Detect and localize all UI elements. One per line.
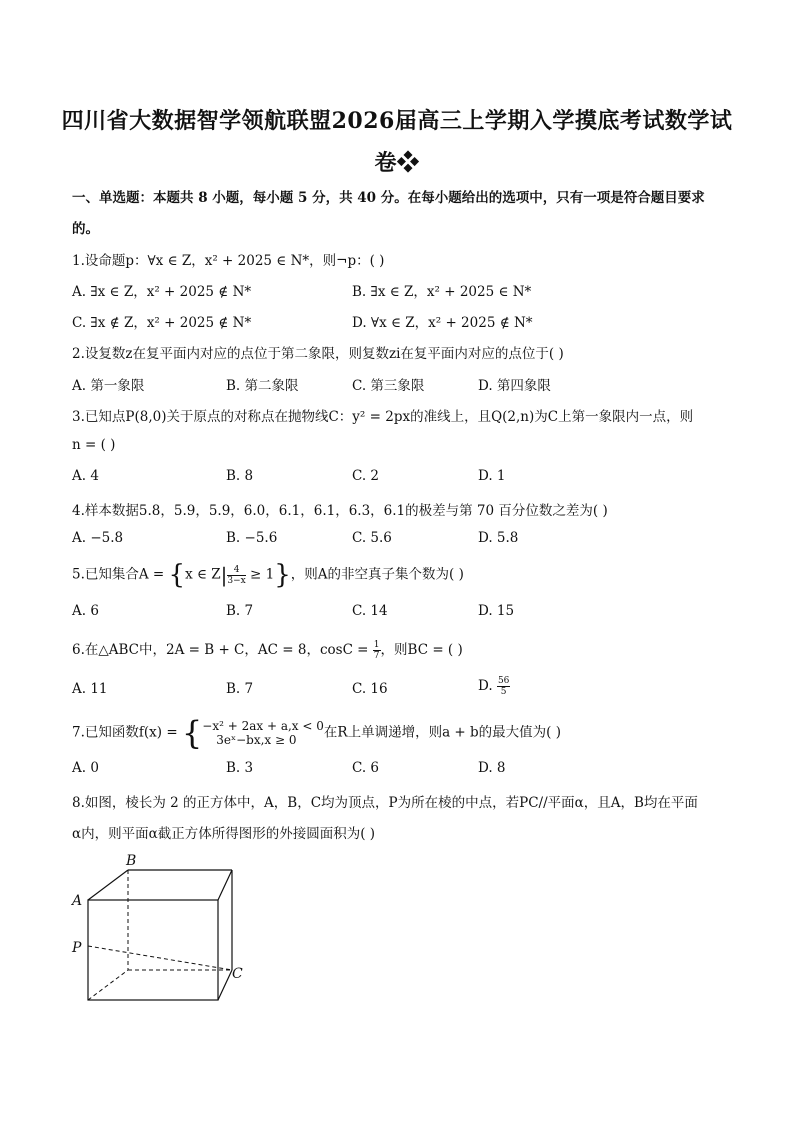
question-6-option-d-fraction — [497, 676, 510, 697]
question-6-option-d-label: D. — [478, 678, 497, 694]
question-2-stem: 2.设复数z在复平面内对应的点位于第二象限，则复数zi在复平面内对应的点位于( ) — [72, 346, 564, 362]
question-4-option-a: A. −5.8 — [72, 530, 124, 546]
question-5-stem-prefix: 5.已知集合A = — [72, 566, 169, 583]
question-5-fraction — [227, 565, 245, 586]
question-7-piece-2: 3eˣ−bx,x ≥ 0 — [216, 733, 297, 747]
question-6-option-a: A. 11 — [72, 681, 108, 697]
question-2-option-b: B. 第二象限 — [226, 378, 299, 394]
question-3-option-d: D. 1 — [478, 468, 506, 484]
question-1-stem: 1.设命题p：∀x ∈ Z，x² + 2025 ∈ N*，则¬p：( ) — [72, 253, 385, 269]
question-3-option-c: C. 2 — [352, 468, 380, 484]
question-3-stem-line2: n = ( ) — [72, 437, 116, 453]
question-6-fraction — [373, 640, 381, 661]
question-5-option-c: C. 14 — [352, 603, 388, 619]
question-7-stem — [72, 714, 561, 752]
left-brace-icon: { — [168, 560, 186, 590]
question-5-fraction-numerator: 4 — [227, 565, 245, 576]
question-6-stem — [72, 638, 463, 661]
section-instruction-line1: 一、单选题：本题共 8 小题，每小题 5 分，共 40 分。在每小题给出的选项中，只有一项是符合题目要求 — [72, 190, 705, 206]
label-c: C — [232, 966, 243, 982]
question-5-stem-suffix: ，则A的非空真子集个数为( ) — [290, 566, 464, 583]
section-instruction-line2: 的。 — [72, 221, 99, 237]
right-brace-icon: } — [274, 560, 291, 590]
question-8-stem-line2: α内，则平面α截正方体所得图形的外接圆面积为( ) — [72, 826, 376, 842]
question-6-option-d-numerator: 56 — [497, 676, 510, 686]
label-a: A — [72, 893, 83, 909]
question-3-option-a: A. 4 — [72, 468, 99, 484]
question-7-option-d: D. 8 — [478, 760, 506, 776]
question-1-option-c: C. ∃x ∉ Z，x² + 2025 ∉ N* — [72, 315, 252, 331]
question-7-piecewise — [202, 719, 324, 747]
question-1-option-a: A. ∃x ∈ Z，x² + 2025 ∉ N* — [72, 284, 252, 300]
question-1-option-d: D. ∀x ∈ Z，x² + 2025 ∉ N* — [352, 315, 533, 331]
question-4-option-d: D. 5.8 — [478, 530, 519, 546]
question-7-option-c: C. 6 — [352, 760, 380, 776]
question-6-option-d-denominator: 5 — [500, 687, 507, 697]
cube-figure — [68, 852, 258, 1012]
question-6-option-d — [478, 676, 510, 697]
question-2-option-a: A. 第一象限 — [72, 378, 145, 394]
question-5-option-a: A. 6 — [72, 603, 99, 619]
question-2-option-d: D. 第四象限 — [478, 378, 551, 394]
label-b: B — [126, 853, 137, 869]
question-5-option-b: B. 7 — [226, 603, 254, 619]
question-5-option-d: D. 15 — [478, 603, 515, 619]
question-6-fraction-numerator: 1 — [373, 640, 380, 650]
question-6-fraction-denominator: 7 — [373, 651, 380, 661]
question-7-stem-suffix: 在R上单调递增，则a + b的最大值为( ) — [323, 724, 561, 741]
segment-pc — [88, 946, 232, 970]
question-7-stem-prefix: 7.已知函数f(x) = — [72, 724, 182, 741]
question-4-stem: 4.样本数据5.8，5.9，5.9，6.0，6.1，6.1，6.3，6.1的极差与第 70 百分位数之差为( ) — [72, 503, 608, 519]
question-2-option-c: C. 第三象限 — [352, 378, 425, 394]
question-8-stem-line1: 8.如图，棱长为 2 的正方体中，A，B，C均为顶点，P为所在棱的中点，若PC//平面α，且A，B均在平面 — [72, 795, 698, 811]
piecewise-brace-icon: { — [181, 714, 203, 752]
question-6-stem-suffix: ，则BC = ( ) — [380, 642, 463, 658]
cube-edge-bottom-right — [218, 970, 232, 1000]
question-6-option-c: C. 16 — [352, 681, 388, 697]
question-6-option-b: B. 7 — [226, 681, 254, 697]
cube-hidden-edge-left — [88, 970, 128, 1000]
question-4-option-b: B. −5.6 — [226, 530, 278, 546]
question-6-stem-prefix: 6.在△ABC中，2A = B + C，AC = 8，cosC = — [72, 642, 373, 658]
question-5-set-variable: x ∈ Z — [185, 566, 221, 583]
question-5-set-condition: ≥ 1 — [250, 566, 275, 583]
cube-edge-top-right — [218, 870, 232, 900]
set-bar-icon: | — [220, 563, 228, 587]
cube-edge-top-left — [88, 870, 128, 900]
exam-title-line1: 四川省大数据智学领航联盟2026届高三上学期入学摸底考试数学试 — [61, 108, 733, 134]
question-3-stem-line1: 3.已知点P(8,0)关于原点的对称点在抛物线C：y² = 2px的准线上，且Q(2,n)为C上第一象限内一点，则 — [72, 409, 694, 425]
question-5-fraction-denominator: 3−x — [227, 575, 246, 586]
question-3-option-b: B. 8 — [226, 468, 254, 484]
question-1-option-b: B. ∃x ∈ Z，x² + 2025 ∈ N* — [352, 284, 532, 300]
question-7-piece-1: −x² + 2ax + a,x < 0 — [202, 719, 324, 733]
question-7-option-a: A. 0 — [72, 760, 99, 776]
label-p: P — [72, 940, 82, 956]
question-5-stem — [72, 560, 464, 590]
question-7-option-b: B. 3 — [226, 760, 254, 776]
exam-title-line2: 卷❖ — [374, 150, 420, 176]
question-4-option-c: C. 5.6 — [352, 530, 392, 546]
